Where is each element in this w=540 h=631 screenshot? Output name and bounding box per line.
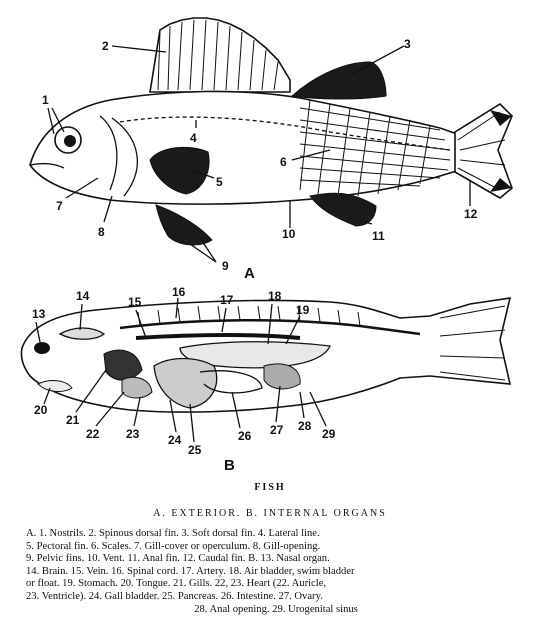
callout-24: 24 [168, 433, 182, 447]
callout-26: 26 [238, 429, 252, 443]
callout-29: 29 [322, 427, 336, 441]
callout-16: 16 [172, 285, 186, 299]
callout-11: 11 [372, 229, 385, 243]
fish-internal [21, 285, 510, 470]
callout-1: 1 [42, 93, 49, 107]
callout-15: 15 [128, 295, 142, 309]
callout-28: 28 [298, 419, 312, 433]
callout-14: 14 [76, 289, 90, 303]
soft-dorsal-fin [292, 62, 386, 99]
callout-18: 18 [268, 289, 282, 303]
nasal-organ [34, 342, 50, 354]
fish-body [30, 91, 460, 204]
callout-3: 3 [404, 37, 411, 51]
callout-5: 5 [216, 175, 223, 189]
legend-line: or float. 19. Stomach. 20. Tongue. 21. Gills. 22, 23. Heart (22. Auricle, [26, 578, 327, 590]
legend-line: 14. Brain. 15. Vein. 16. Spinal cord. 17. Artery. 18. Air bladder, swim bladder [26, 565, 355, 577]
callout-10: 10 [282, 227, 296, 241]
figure-subtitle: A. EXTERIOR. B. INTERNAL ORGANS [153, 508, 387, 519]
fish-exterior [30, 18, 512, 282]
pelvic-fins [156, 205, 212, 245]
panel-label-b: B [224, 457, 235, 470]
callout-12: 12 [464, 207, 478, 221]
callout-2: 2 [102, 39, 109, 53]
callout-17: 17 [220, 293, 234, 307]
legend-line: A. 1. Nostrils. 2. Spinous dorsal fin. 3. Soft dorsal fin. 4. Lateral line. [26, 528, 320, 539]
callout-7: 7 [56, 199, 63, 213]
figure-title: FISH [254, 482, 286, 493]
legend-line: 23. Ventricle). 24. Gall bladder. 25. Pancreas. 26. Intestine. 27. Ovary. [26, 590, 323, 602]
legend-last-line: 28. Anal opening. 29. Urogenital sinus [194, 603, 358, 615]
callout-20: 20 [34, 403, 48, 417]
callout-22: 22 [86, 427, 100, 441]
callout-23: 23 [126, 427, 140, 441]
panel-label-a: A [244, 265, 255, 282]
callout-13: 13 [32, 307, 46, 321]
anal-fin [310, 193, 376, 226]
legend-line: 5. Pectoral fin. 6. Scales. 7. Gill-cover or operculum. 8. Gill-opening. [26, 540, 321, 552]
callout-6: 6 [280, 155, 287, 169]
callout-9: 9 [222, 259, 229, 273]
callout-8: 8 [98, 225, 105, 239]
callout-4: 4 [190, 131, 197, 145]
callout-19: 19 [296, 303, 310, 317]
callout-25: 25 [188, 443, 202, 457]
callout-21: 21 [66, 413, 80, 427]
legend-line: 9. Pelvic fins. 10. Vent. 11. Anal fin. 12. Caudal fin. B. 13. Nasal organ. [26, 553, 330, 565]
spinous-dorsal-fin [150, 18, 290, 92]
legend [26, 528, 526, 616]
callout-27: 27 [270, 423, 284, 437]
